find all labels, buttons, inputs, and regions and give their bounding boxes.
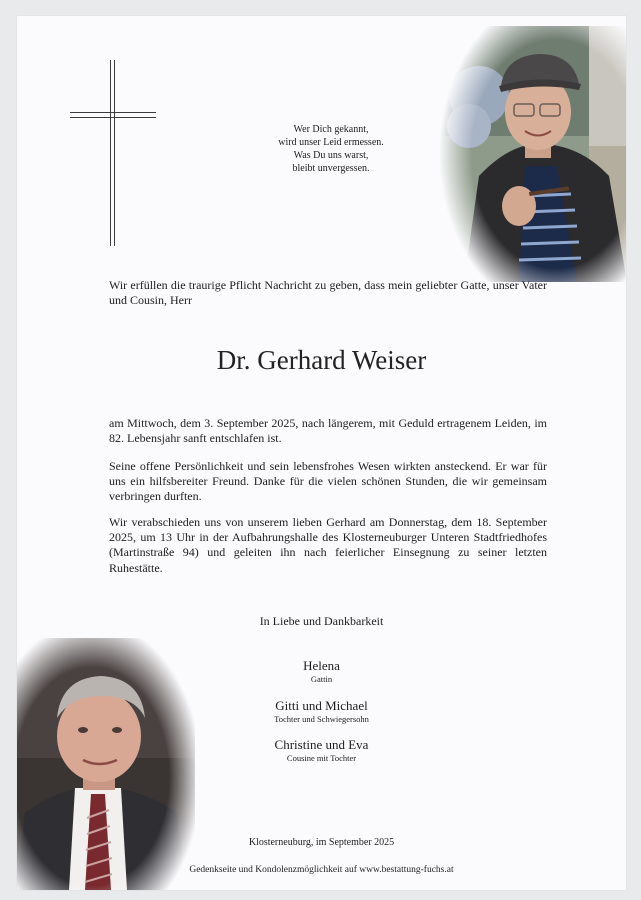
paragraph-death: am Mittwoch, dem 3. September 2025, nach längerem, mit Geduld ertragenem Leiden, im 82. Lebensjahr sanft entschlafen ist. — [109, 416, 547, 446]
deceased-name: Dr. Gerhard Weiser — [216, 345, 427, 375]
memorial-verse — [251, 123, 411, 175]
condolence-footer: Gedenkseite und Kondolenzmöglichkeit auf www.bestattung-fuchs.at — [189, 865, 454, 875]
cross-icon — [70, 60, 160, 250]
mourner-relation: Tochter und Schwiegersohn — [274, 714, 369, 724]
mourner-name: Gitti und Michael — [275, 698, 368, 713]
portrait-photo-tie — [17, 638, 195, 890]
mourner-name: Helena — [303, 658, 340, 673]
obituary-sheet — [17, 16, 626, 890]
verse-line: wird unser Leid ermessen. — [278, 137, 384, 148]
portrait-photo-cap — [439, 26, 626, 282]
place-date: Klosterneuburg, im September 2025 — [248, 837, 395, 848]
mourner-name: Christine und Eva — [274, 737, 369, 752]
mourner-relation: Gattin — [310, 674, 333, 684]
closing-phrase: In Liebe und Dankbarkeit — [259, 614, 384, 628]
intro-text: Wir erfüllen die traurige Pflicht Nachricht zu geben, dass mein geliebter Gatte, unser Vater und Cousin, Herr — [109, 278, 547, 307]
paragraph-funeral: Wir verabschieden uns von unserem lieben Gerhard am Donnerstag, dem 18. September 2025, um 13 Uhr in der Aufbahrungshalle des Klosterneuburger Unteren Stadtfriedhofes (Martinstraße 94) und geleiten ihn nach feierlicher Einsegnung zu seiner letzten Ruhestätte. — [109, 515, 547, 575]
verse-line: Was Du uns warst, — [293, 150, 369, 161]
verse-line: bleibt unvergessen. — [292, 163, 370, 174]
mourner-relation: Cousine mit Tochter — [286, 753, 357, 763]
paragraph-personality: Seine offene Persönlichkeit und sein lebensfrohes Wesen wirkten ansteckend. Er war für uns ein hilfsbereiter Freund. Danke für die vielen schönen Stunden, die wir gemeinsam verbringen durften. — [109, 459, 547, 504]
verse-line: Wer Dich gekannt, — [293, 124, 369, 135]
